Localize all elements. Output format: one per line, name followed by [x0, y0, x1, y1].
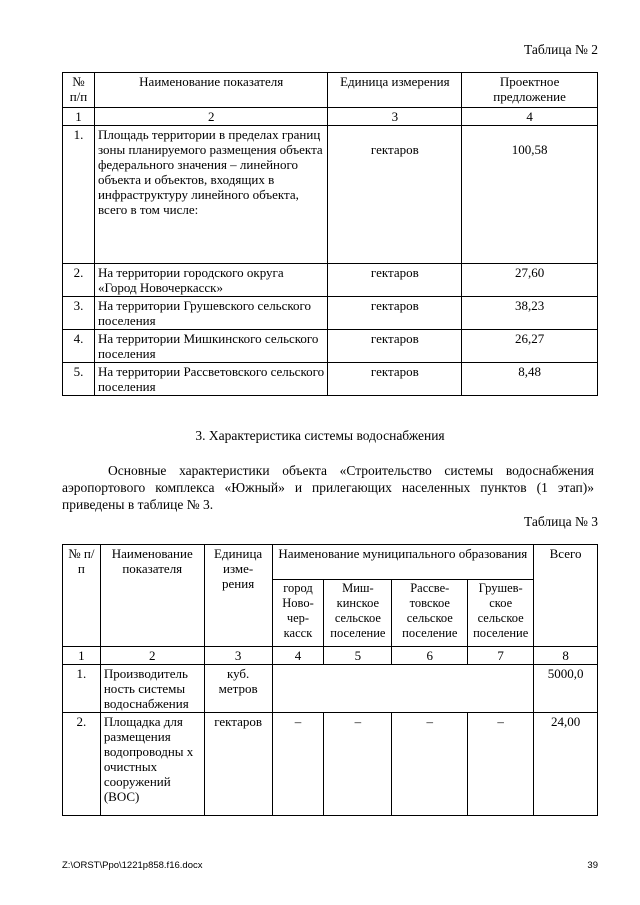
table-3 [62, 544, 598, 816]
table-3-colnum: 3 [204, 647, 272, 665]
row-unit: гектаров [328, 264, 462, 297]
row-cell: – [468, 713, 534, 816]
table-3-colnum: 8 [534, 647, 598, 665]
table-3-header-municipality: Наименование муниципального образования [272, 545, 534, 580]
row-number: 1. [63, 126, 95, 264]
table-2-caption: Таблица № 2 [524, 42, 598, 57]
footer-page-number: 39 [587, 860, 598, 871]
table-2-header-value: Проектное предложение [462, 73, 598, 108]
row-value: 38,23 [462, 297, 598, 330]
row-name: Площадка для размещения водопроводны х очистных сооружений (ВОС) [100, 713, 204, 816]
row-municipality-merged [272, 665, 534, 713]
row-cell: – [392, 713, 468, 816]
row-value: 26,27 [462, 330, 598, 363]
table-3-header-unit: Единица изме-рения [204, 545, 272, 647]
section-heading: 3. Характеристика системы водоснабжения [195, 428, 445, 443]
row-name: На территории Грушевского сельского поселения [94, 297, 328, 330]
table-2-header-n: № п/п [63, 73, 95, 108]
table-3-colnum: 4 [272, 647, 324, 665]
table-3-header-row [63, 545, 598, 580]
row-cell: – [272, 713, 324, 816]
table-3-subheader-mishkinskoe: Миш-кинское сельское поселение [324, 580, 392, 647]
table-row [63, 713, 598, 816]
table-row [63, 264, 598, 297]
row-name: Площадь территории в пределах границ зоны планируемого размещения объекта федерального значения – линейного объекта и объектов, входящих в инфраструктуру линейного объекта, всего в том числе: [94, 126, 328, 264]
table-2-colnum: 4 [462, 108, 598, 126]
table-row [63, 126, 598, 264]
row-cell: – [324, 713, 392, 816]
row-value: 100,58 [462, 126, 598, 264]
table-3-caption: Таблица № 3 [524, 514, 598, 529]
row-unit: гектаров [328, 363, 462, 396]
table-row [63, 665, 598, 713]
row-value: 8,48 [462, 363, 598, 396]
row-number: 4. [63, 330, 95, 363]
row-unit: гектаров [204, 713, 272, 816]
table-row [63, 297, 598, 330]
row-unit: гектаров [328, 297, 462, 330]
row-number: 2. [63, 264, 95, 297]
table-3-header-total: Всего [534, 545, 598, 647]
body-paragraph [62, 462, 594, 513]
table-3-colnum: 2 [100, 647, 204, 665]
row-number: 1. [63, 665, 101, 713]
table-row [63, 330, 598, 363]
row-unit: гектаров [328, 330, 462, 363]
table-2-colnum: 1 [63, 108, 95, 126]
paragraph-text: Основные характеристики объекта «Строительство системы водоснабжения аэропортового комплекса «Южный» и прилегающих населенных пунктов (1 этап)» приведены в таблице № 3. [62, 463, 594, 512]
table-2-colnum: 2 [94, 108, 328, 126]
table-2-header-name: Наименование показателя [94, 73, 328, 108]
table-2-number-row [63, 108, 598, 126]
table-2 [62, 72, 598, 396]
row-total: 5000,0 [534, 665, 598, 713]
table-3-header-name: Наименование показателя [100, 545, 204, 647]
table-2-header-row [63, 73, 598, 108]
row-total: 24,00 [534, 713, 598, 816]
row-unit: куб. метров [204, 665, 272, 713]
row-name: На территории городского округа «Город Новочеркасск» [94, 264, 328, 297]
row-name: Производитель ность системы водоснабжения [100, 665, 204, 713]
row-unit: гектаров [328, 126, 462, 264]
table-3-colnum: 6 [392, 647, 468, 665]
table-3-header-n: № п/п [63, 545, 101, 647]
row-number: 3. [63, 297, 95, 330]
table-3-number-row [63, 647, 598, 665]
row-number: 5. [63, 363, 95, 396]
table-2-colnum: 3 [328, 108, 462, 126]
footer-file-path: Z:\ORST\Ppo\1221p858.f16.docx [62, 860, 203, 871]
table-3-subheader-rassvetovskoe: Рассве-товское сельское поселение [392, 580, 468, 647]
table-3-colnum: 7 [468, 647, 534, 665]
row-number: 2. [63, 713, 101, 816]
table-3-colnum: 5 [324, 647, 392, 665]
row-name: На территории Рассветовского сельского поселения [94, 363, 328, 396]
table-3-subheader-grushevskoe: Грушев-ское сельское поселение [468, 580, 534, 647]
table-3-subheader-novocherkassk: город Ново-чер-касск [272, 580, 324, 647]
row-name: На территории Мишкинского сельского поселения [94, 330, 328, 363]
table-3-colnum: 1 [63, 647, 101, 665]
row-value: 27,60 [462, 264, 598, 297]
table-2-header-unit: Единица измерения [328, 73, 462, 108]
table-row [63, 363, 598, 396]
